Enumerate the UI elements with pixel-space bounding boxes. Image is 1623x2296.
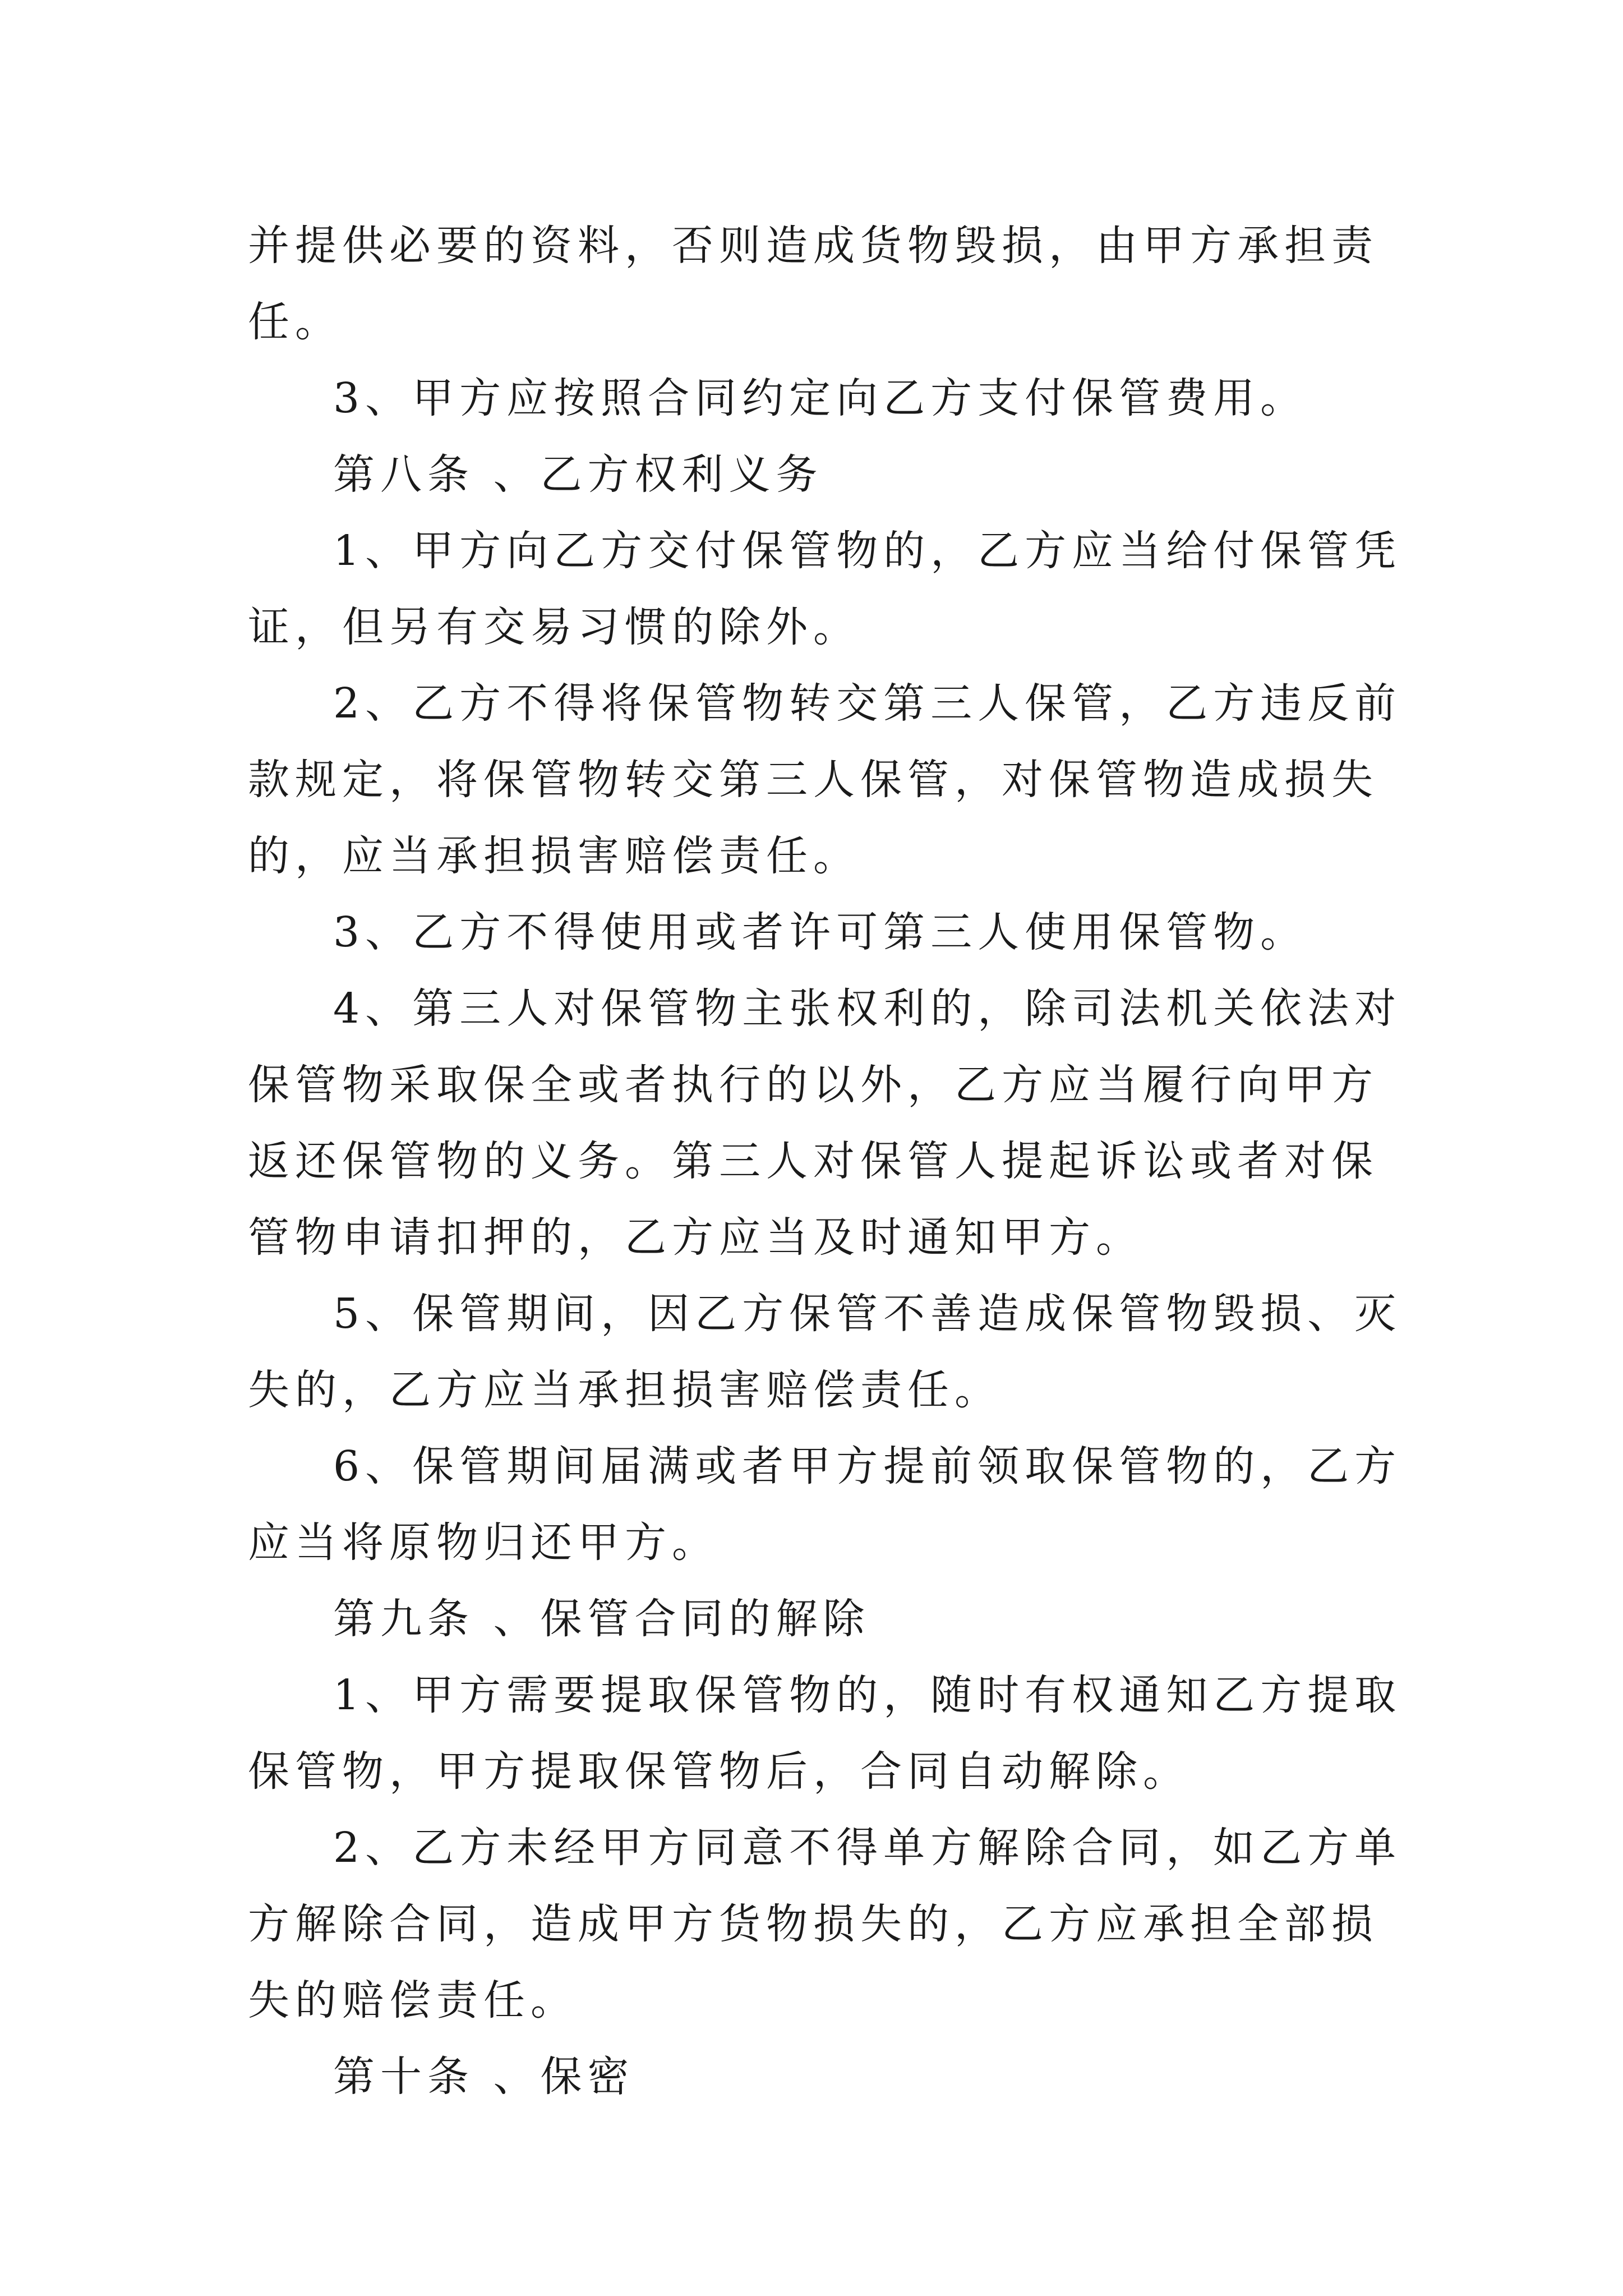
- section-heading-article-9: 第九条 、保管合同的解除: [333, 1595, 870, 1643]
- paragraph-8: 6、保管期间届满或者甲方提前领取保管物的，乙方应当将原物归还甲方。: [248, 1442, 1402, 1567]
- section-heading-article-10: 第十条 、保密: [333, 2053, 635, 2101]
- document-body: [248, 208, 1403, 2115]
- paragraph-10: 1、甲方需要提取保管物的，随时有权通知乙方提取保管物，甲方提取保管物后，合同自动解除。: [248, 1671, 1402, 1796]
- paragraph-1: 3、甲方应按照合同约定向乙方支付保管费用。: [333, 374, 1308, 422]
- paragraph-3: 1、甲方向乙方交付保管物的，乙方应当给付保管凭证，但另有交易习惯的除外。: [248, 527, 1402, 651]
- paragraph-0: 并提供必要的资料，否则造成货物毁损，由甲方承担责任。: [248, 222, 1378, 346]
- section-heading-article-8: 第八条 、乙方权利义务: [333, 450, 823, 499]
- paragraph-5: 3、乙方不得使用或者许可第三人使用保管物。: [333, 908, 1308, 956]
- paragraph-7: 5、保管期间，因乙方保管不善造成保管物毁损、灭失的，乙方应当承担损害赔偿责任。: [248, 1290, 1402, 1414]
- paragraph-6: 4、第三人对保管物主张权利的，除司法机关依法对保管物采取保全或者执行的以外，乙方应当履行向甲方返还保管物的义务。第三人对保管人提起诉讼或者对保管物申请扣押的，乙方应当及时通知甲方。: [248, 984, 1402, 1262]
- paragraph-11: 2、乙方未经甲方同意不得单方解除合同，如乙方单方解除合同，造成甲方货物损失的，乙方应承担全部损失的赔偿责任。: [248, 1824, 1402, 2024]
- paragraph-4: 2、乙方不得将保管物转交第三人保管，乙方违反前款规定，将保管物转交第三人保管，对保管物造成损失的，应当承担损害赔偿责任。: [248, 679, 1402, 880]
